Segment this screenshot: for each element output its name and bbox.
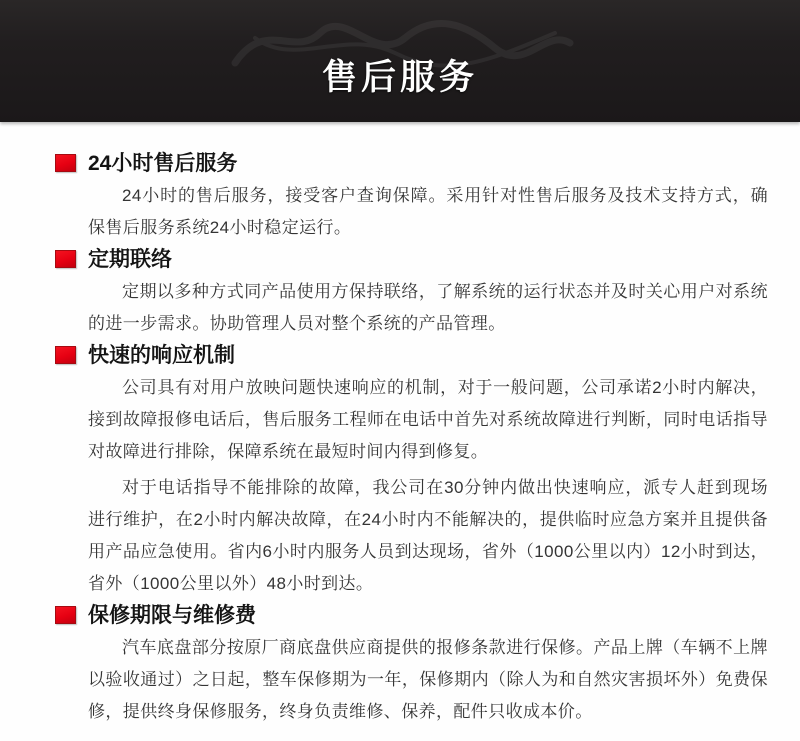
section-warranty	[88, 604, 768, 728]
section-paragraph: 对于电话指导不能排除的故障，我公司在30分钟内做出快速响应，派专人赶到现场进行维护，在2小时内解决故障，在24小时内不能解决的，提供临时应急方案并且提供备用产品应急使用。省内6小时内服务人员到达现场，省外（1000公里以内）12小时到达，省外（1000公里以外）48小时到达。	[88, 478, 768, 593]
section-regular-contact	[88, 248, 768, 340]
content-area	[0, 122, 800, 728]
section-heading	[88, 344, 768, 368]
red-square-bullet-icon	[55, 606, 76, 624]
section-fast-response	[88, 344, 768, 600]
red-square-bullet-icon	[55, 346, 76, 364]
section-paragraph: 公司具有对用户放映问题快速响应的机制，对于一般问题，公司承诺2小时内解决，接到故障报修电话后，售后服务工程师在电话中首先对系统故障进行判断，同时电话指导对故障进行排除，保障系统在最短时间内得到修复。	[88, 378, 768, 461]
section-heading	[88, 604, 768, 628]
section-heading-text: 快速的响应机制	[88, 344, 235, 367]
header-band	[0, 0, 800, 122]
section-heading-text: 24小时售后服务	[88, 152, 238, 175]
red-square-bullet-icon	[55, 250, 76, 268]
section-24h-service	[88, 152, 768, 244]
page-title: 售后服务	[321, 58, 478, 97]
section-paragraph: 定期以多种方式同产品使用方保持联络，了解系统的运行状态并及时关心用户对系统的进一步需求。协助管理人员对整个系统的产品管理。	[88, 282, 768, 333]
section-paragraph: 汽车底盘部分按原厂商底盘供应商提供的报修条款进行保修。产品上牌（车辆不上牌以验收通过）之日起，整车保修期为一年，保修期内（除人为和自然灾害损坏外）免费保修，提供终身保修服务，终身负责维修、保养，配件只收成本价。	[88, 638, 768, 721]
section-heading-text: 定期联络	[88, 248, 172, 271]
section-heading	[88, 152, 768, 176]
section-paragraph: 24小时的售后服务，接受客户查询保障。采用针对性售后服务及技术支持方式，确保售后服务系统24小时稳定运行。	[88, 186, 768, 237]
section-heading	[88, 248, 768, 272]
section-heading-text: 保修期限与维修费	[88, 604, 256, 627]
red-square-bullet-icon	[55, 154, 76, 172]
